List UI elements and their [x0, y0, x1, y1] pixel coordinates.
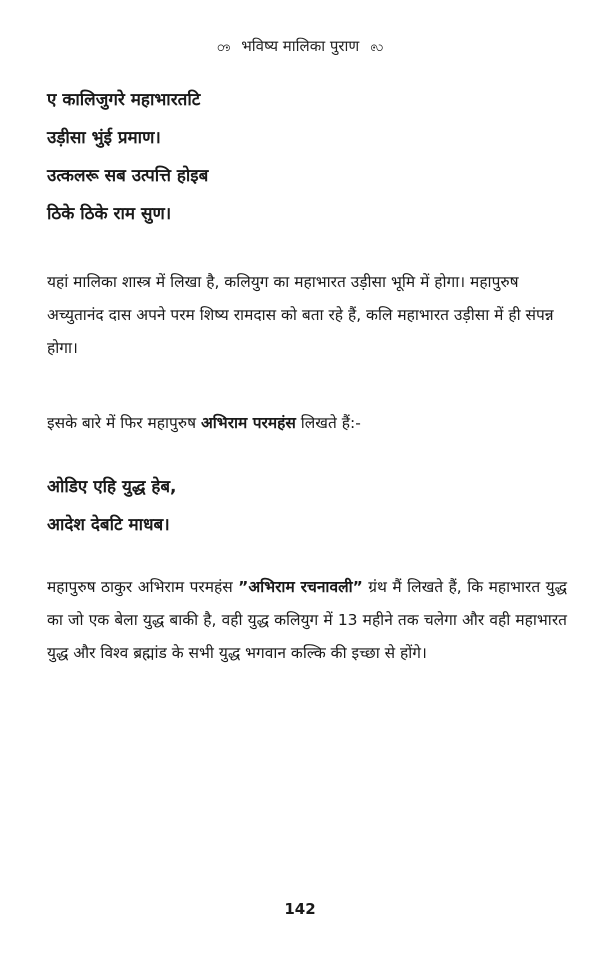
intro-text-end: लिखते हैं:- [295, 414, 361, 432]
author-name: अभिराम परमहंस [200, 414, 296, 432]
ornament-right-icon: ꧺ [370, 39, 384, 55]
verse-line: ओडिए एहि युद्ध हेब, [47, 477, 177, 497]
paragraph-rachnavali [47, 571, 567, 670]
verse-odia-1 [47, 81, 567, 233]
book-title: भविष्य मालिका पुराण [241, 37, 360, 55]
paragraph-intro [47, 407, 567, 440]
para-text-end: ग्रंथ मैं लिखते हैं, कि महाभारत युद्ध का जो एक बेला युद्ध बाकी है, वही युद्ध कलियुग में 13 महीने तक चलेगा और वही महाभारत युद्ध और विश्व ब्रह्मांड के सभी युद्ध भगवान कल्कि की इच्छा से होंगे। [47, 578, 568, 662]
verse-line: ठिके ठिके राम सुण। [47, 204, 172, 224]
page-number: 142 [284, 900, 316, 918]
running-header [0, 36, 600, 58]
verse-line: उड़ीसा भुंई प्रमाण। [47, 128, 161, 148]
verse-line: ए कालिजुगरे महाभारतटि [47, 90, 201, 110]
paragraph-explanation: यहां मालिका शास्त्र में लिखा है, कलियुग का महाभारत उड़ीसा भूमि में होगा। महापुरुष अच्युतानंद दास अपने परम शिष्य रामदास को बता रहे हैं, कलि महाभारत उड़ीसा में ही संपन्न होगा। [47, 273, 554, 357]
verse-line: आदेश देबटि माधब। [47, 515, 170, 535]
verse-line: उत्कलरू सब उत्पत्ति होइब [47, 166, 209, 186]
book-name: ”अभिराम रचनावली” [238, 578, 363, 596]
verse-odia-2 [47, 468, 567, 544]
ornament-left-icon: ꧻ [216, 39, 231, 55]
intro-text: इसके बारे में फिर महापुरुष [47, 414, 201, 432]
para-text: महापुरुष ठाकुर अभिराम परमहंस [47, 578, 239, 596]
